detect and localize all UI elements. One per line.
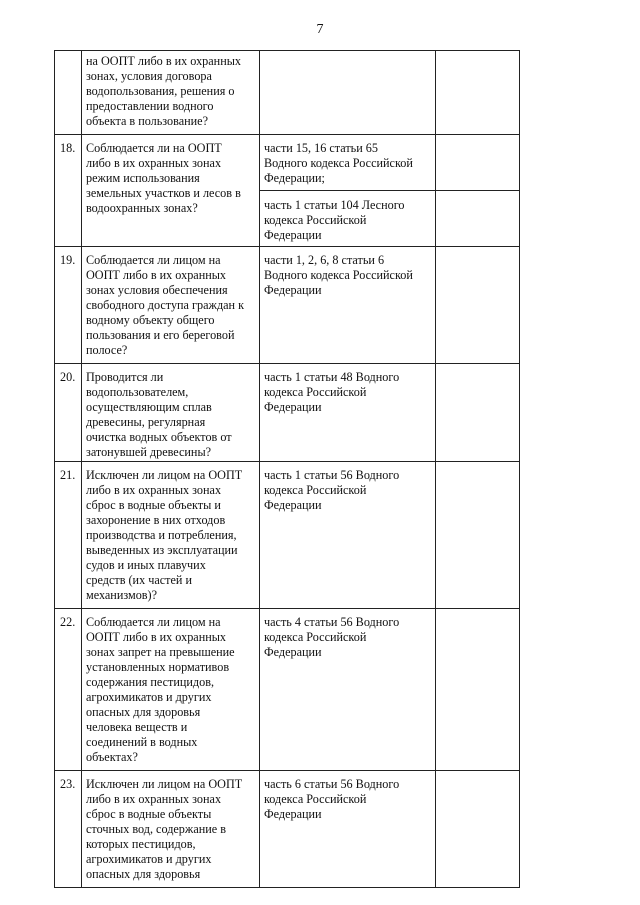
table-top-border <box>54 50 520 51</box>
question-cell: Соблюдается ли на ООПТ либо в их охранных зонах режим использования земельных участков и лесов в водоохранных зонах? <box>86 141 241 215</box>
column-border <box>259 50 260 888</box>
reference-cell: части 15, 16 статьи 65 Водного кодекса Российской Федерации; <box>264 141 413 185</box>
reference-cell: части 1, 2, 6, 8 статьи 6 Водного кодекса Российской Федерации <box>264 253 413 297</box>
row-border <box>54 770 520 771</box>
reference-cell: часть 4 статьи 56 Водного кодекса Российской Федерации <box>264 615 400 659</box>
reference-cell: часть 1 статьи 48 Водного кодекса Российской Федерации <box>264 370 400 414</box>
reference-cell: часть 1 статьи 104 Лесного кодекса Российской Федерации <box>264 198 405 242</box>
table-bottom-border <box>54 887 520 888</box>
row-border <box>54 461 520 462</box>
question-cell: на ООПТ либо в их охранных зонах, условия договора водопользования, решения о предоставлении водного объекта в пользование? <box>86 54 241 128</box>
row-number: 21. <box>60 468 76 482</box>
row-border <box>54 363 520 364</box>
question-cell: Проводится ли водопользователем, осуществляющим сплав древесины, регулярная очистка водных объектов от затонувшей древесины? <box>86 370 232 459</box>
row-number: 18. <box>60 141 76 155</box>
row-border <box>54 608 520 609</box>
row-border <box>54 246 520 247</box>
row-border <box>54 134 520 135</box>
question-cell: Соблюдается ли лицом на ООПТ либо в их охранных зонах запрет на превышение установленных нормативов содержания пестицидов, агрохимикатов и других опасных для здоровья человека веществ и соединений в водных объектах? <box>86 615 235 764</box>
question-cell: Соблюдается ли лицом на ООПТ либо в их охранных зонах условия обеспечения свободного доступа граждан к водному объекту общего пользования и его береговой полосе? <box>86 253 245 357</box>
question-cell: Исключен ли лицом на ООПТ либо в их охранных зонах сброс в водные объекты сточных вод, содержание в которых пестицидов, агрохимикатов и других опасных для здоровья <box>86 777 243 881</box>
question-cell: Исключен ли лицом на ООПТ либо в их охранных зонах сброс в водные объекты и захоронение в них отходов производства и потребления, выведенных из эксплуатации судов и иных плавучих средств (их частей и механизмов)? <box>86 468 243 602</box>
column-border <box>519 50 520 888</box>
column-border <box>81 50 82 888</box>
row-number: 20. <box>60 370 76 384</box>
row-number: 23. <box>60 777 76 791</box>
table-left-border <box>54 50 55 888</box>
reference-divider <box>259 190 520 191</box>
row-number: 19. <box>60 253 76 267</box>
column-border <box>435 50 436 888</box>
reference-cell: часть 6 статьи 56 Водного кодекса Российской Федерации <box>264 777 400 821</box>
row-number: 22. <box>60 615 76 629</box>
reference-cell: часть 1 статьи 56 Водного кодекса Российской Федерации <box>264 468 400 512</box>
page-number: 7 <box>316 22 324 37</box>
